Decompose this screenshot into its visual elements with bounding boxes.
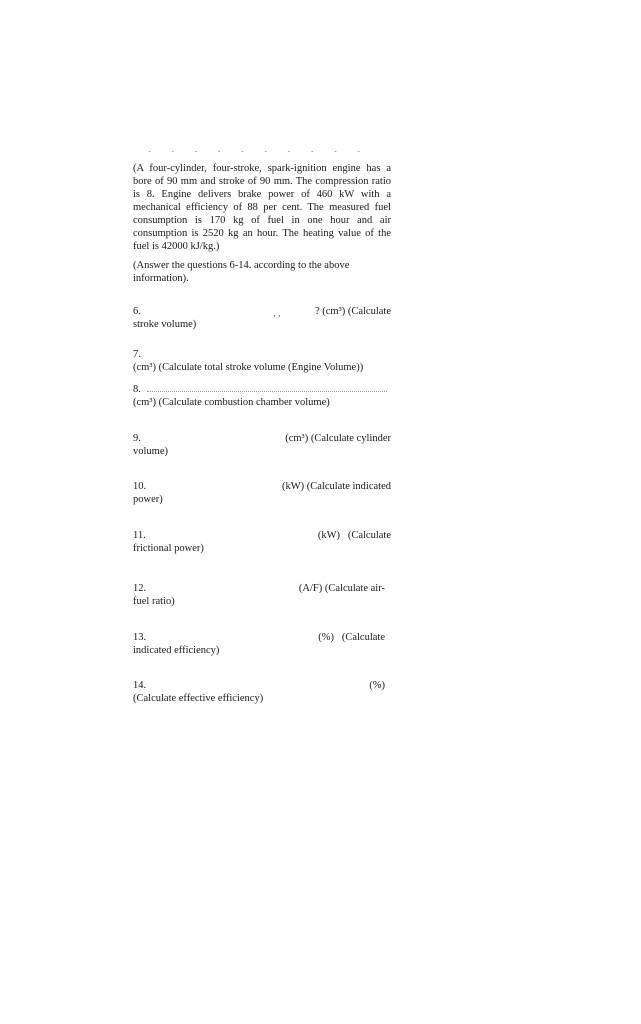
question-description: power) [133, 494, 163, 505]
question-unit-prompt: ? (cm³) (Calculate [314, 306, 391, 317]
problem-statement: (A four-cylinder, four-stroke, spark-ignition engine has a bore of 90 mm and stroke of 90 mm. The compression ratio is 8. Engine delivers brake power of 460 kW with a mechanical efficiency of 88 per cent. The measured fuel consumption is 170 kg of fuel in one hour and air consumption is 2520 kg an hour. The heating value of the fuel is 42000 kJ/kg.) [133, 163, 391, 252]
question-description: (cm³) (Calculate total stroke volume (Engine Volume)) [133, 362, 364, 373]
question-11 [133, 529, 391, 555]
question-description: (cm³) (Calculate combustion chamber volume) [133, 397, 330, 408]
question-13 [133, 631, 391, 657]
question-unit-prompt: (cm³) (Calculate cylinder [285, 433, 391, 444]
question-number: 9. [133, 433, 141, 444]
question-number: 7. [133, 349, 141, 360]
question-7 [133, 348, 391, 374]
question-number: 13. [133, 632, 147, 643]
question-6 [133, 305, 391, 331]
question-14 [133, 679, 391, 705]
question-number: 8. [133, 384, 141, 395]
question-number: 6. [133, 306, 141, 317]
question-number: 12. [133, 583, 147, 594]
cutoff-line [147, 385, 387, 392]
question-10 [133, 480, 391, 506]
question-unit-prompt: (%) (Calculate [318, 632, 385, 643]
answer-instruction: (Answer the questions 6-14. according to the above information). [133, 260, 350, 284]
question-description: volume) [133, 446, 168, 457]
question-description: indicated efficiency) [133, 645, 220, 656]
question-number: 10. [133, 481, 147, 492]
cutoff-text-fragment: ˘ ˘ ˘ ˘ ˘ ˘ ˘ ˘ ˘ ˘ [148, 151, 370, 159]
question-number: 14. [133, 680, 147, 691]
question-description: (Calculate effective efficiency) [133, 693, 264, 704]
question-unit-prompt: (kW) (Calculate indicated [281, 481, 391, 492]
faint-mark: , , [273, 308, 281, 319]
question-12 [133, 582, 391, 608]
question-number: 11. [133, 530, 146, 541]
question-description: fuel ratio) [133, 596, 175, 607]
question-unit-prompt: (A/F) (Calculate air- [298, 583, 385, 594]
question-9 [133, 432, 391, 458]
question-unit-prompt: (%) [369, 680, 385, 691]
question-description: stroke volume) [133, 319, 197, 330]
question-description: frictional power) [133, 543, 204, 554]
question-unit-prompt: (kW) (Calculate [317, 530, 391, 541]
question-8 [133, 383, 391, 409]
